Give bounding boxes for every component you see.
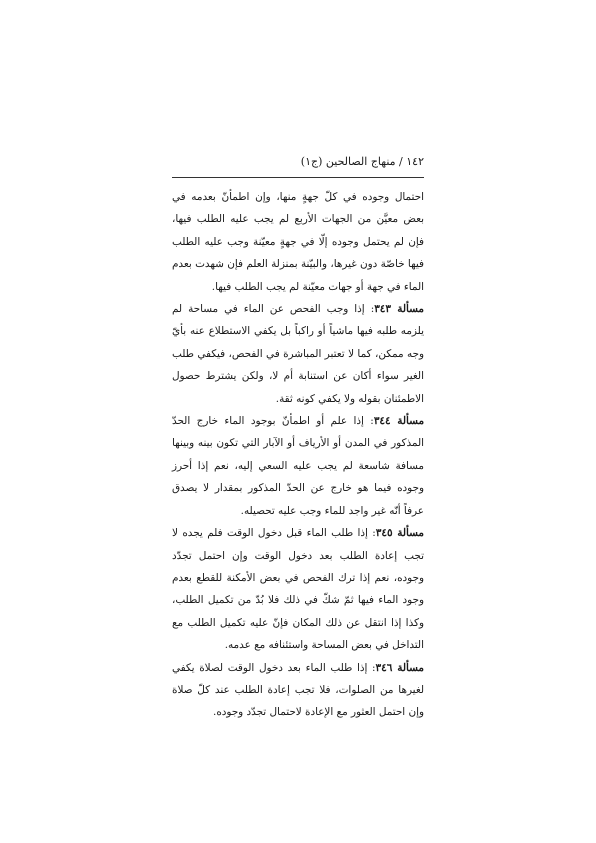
issue-343 (172, 298, 424, 410)
running-header: ١٤٢ / منهاج الصالحين (ج١) (300, 155, 424, 168)
issue-344 (172, 410, 424, 522)
issue-text: : إذا وجب الفحص عن الماء في مساحة لم يلزمه طلبه فيها ماشياً أو راكباً بل يكفي الاستطلاع عنه بأيّ وجه ممكن، كما لا تعتبر المباشرة في الفحص، فيكفي طلب الغير سواء أكان عن استنابة أم لا، ولكن يشترط حصول الاطمئنان بقوله ولا يكفي كونه ثقة. (172, 303, 424, 405)
paragraph-continuation (172, 186, 424, 298)
issue-345 (172, 522, 424, 656)
paragraph-text: احتمال وجوده في كلّ جهةٍ منها، وإن اطمأنّ بعدمه في بعض معيَّن من الجهات الأربع لم يجب عليه الطلب فيها، فإن لم يحتمل وجوده إلّا في جهةٍ معيّنة وجب عليه الطلب فيها خاصّة دون غيرها، والبيّنة بمنزلة العلم فإن شهدت بعدم الماء في جهة أو جهات معيّنة لم يجب الطلب فيها. (172, 191, 424, 293)
issue-title: مسألة ٣٤٥ (375, 527, 424, 540)
issue-text: : إذا طلب الماء قبل دخول الوقت فلم يجده لا تجب إعادة الطلب بعد دخول الوقت وإن احتمل تجدّد وجوده، نعم إذا ترك الفحص في بعض الأمكنة للقطع بعدم وجود الماء فيها ثمّ شكّ في ذلك فلا بُدّ من تكميل الطلب، وكذا إذا انتقل عن ذلك المكان فإنّ عليه تكميل الطلب مع التداخل في بعض المساحة واستئنافه مع عدمه. (172, 527, 424, 652)
issue-text: : إذا علم أو اطمأنّ بوجود الماء خارج الحدّ المذكور في المدن أو الأرياف أو الآبار التي تكون بينه وبينها مسافة شاسعة لم يجب عليه السعي إليه، نعم إذا أحرز وجوده فيما هو خارج عن الحدّ المذكور بمقدار لا يصدق عرفاً أنّه غير واجد للماء وجب عليه تحصيله. (172, 415, 424, 517)
issue-title: مسألة ٣٤٣ (374, 303, 425, 316)
header-rule (172, 177, 424, 178)
body-text (172, 186, 424, 724)
issue-text: : إذا طلب الماء بعد دخول الوقت لصلاة يكفي لغيرها من الصلوات، فلا تجب إعادة الطلب عند كلّ صلاة وإن احتمل العثور مع الإعادة لاحتمال تجدّد وجوده. (172, 661, 424, 719)
issue-346 (172, 657, 424, 724)
issue-title: مسألة ٣٤٤ (373, 415, 425, 428)
issue-title: مسألة ٣٤٦ (375, 661, 424, 674)
